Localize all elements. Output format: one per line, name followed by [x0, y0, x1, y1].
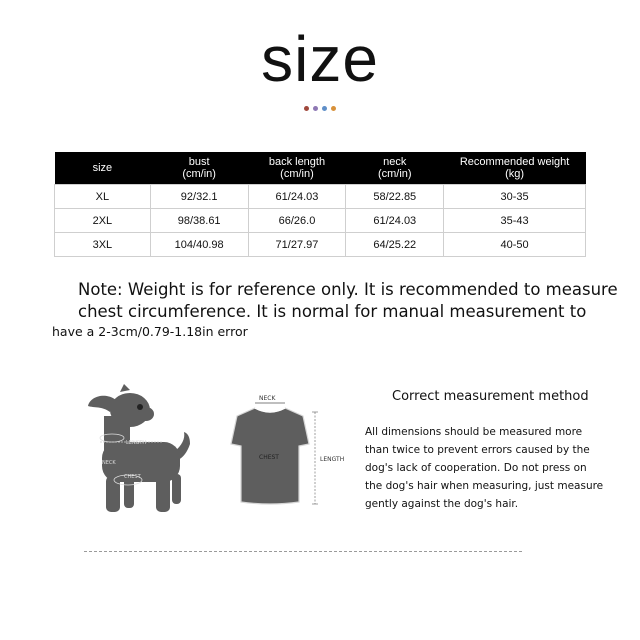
- table-cell: 104/40.98: [150, 233, 248, 257]
- shirt-neck-label: NECK: [259, 395, 276, 402]
- color-dots: [0, 106, 640, 111]
- table-cell: 35-43: [444, 209, 586, 233]
- note-line-2: chest circumference. It is normal for manual measurement to: [78, 302, 587, 321]
- table-cell: XL: [55, 185, 151, 209]
- table-cell: 2XL: [55, 209, 151, 233]
- table-cell: 3XL: [55, 233, 151, 257]
- size-table: [54, 152, 586, 257]
- header-weight: Recommended weight (kg): [444, 152, 586, 185]
- color-dot-4: [331, 106, 336, 111]
- page-title: size: [261, 23, 379, 95]
- color-dot-3: [322, 106, 327, 111]
- header-neck: neck (cm/in): [346, 152, 444, 185]
- table-cell: 61/24.03: [248, 185, 346, 209]
- method-line: gently against the dog's hair.: [365, 498, 519, 510]
- method-line: All dimensions should be measured more: [365, 426, 583, 438]
- color-dot-1: [304, 106, 309, 111]
- table-row: [55, 185, 586, 209]
- table-cell: 64/25.22: [346, 233, 444, 257]
- method-line: than twice to prevent errors caused by the: [365, 444, 590, 456]
- method-description: [365, 423, 610, 513]
- dog-silhouette-icon: [88, 384, 190, 512]
- table-header-row: [55, 152, 586, 185]
- table-row: [55, 209, 586, 233]
- dashed-divider: [84, 551, 522, 552]
- dog-eye-icon: [137, 404, 143, 410]
- method-title: Correct measurement method: [392, 389, 589, 404]
- header-back-length: back length (cm/in): [248, 152, 346, 185]
- header-bust: bust (cm/in): [150, 152, 248, 185]
- table-cell: 58/22.85: [346, 185, 444, 209]
- table-cell: 71/27.97: [248, 233, 346, 257]
- note-line-3: have a 2-3cm/0.79-1.18in error: [52, 324, 248, 339]
- dog-measurement-diagram: [82, 380, 200, 520]
- table-cell: 61/24.03: [346, 209, 444, 233]
- method-line: the dog's hair when measuring, just measure: [365, 480, 604, 492]
- dog-neck-label: NECK: [102, 460, 116, 466]
- shirt-measurement-diagram: [225, 390, 355, 515]
- table-cell: 30-35: [444, 185, 586, 209]
- dog-chest-label: CHEST: [124, 474, 141, 480]
- shirt-length-label: LENGTH: [320, 456, 345, 463]
- note-line-1: Note: Weight is for reference only. It is recommended to measure: [78, 280, 618, 299]
- color-dot-2: [313, 106, 318, 111]
- table-cell: 98/38.61: [150, 209, 248, 233]
- method-line: dog's lack of cooperation. Do not press on: [365, 462, 587, 474]
- table-cell: 40-50: [444, 233, 586, 257]
- shirt-chest-label: CHEST: [259, 454, 279, 461]
- header-size: size: [55, 152, 151, 185]
- table-cell: 66/26.0: [248, 209, 346, 233]
- table-row: [55, 233, 586, 257]
- table-cell: 92/32.1: [150, 185, 248, 209]
- dog-length-label: LENGTH: [126, 440, 147, 446]
